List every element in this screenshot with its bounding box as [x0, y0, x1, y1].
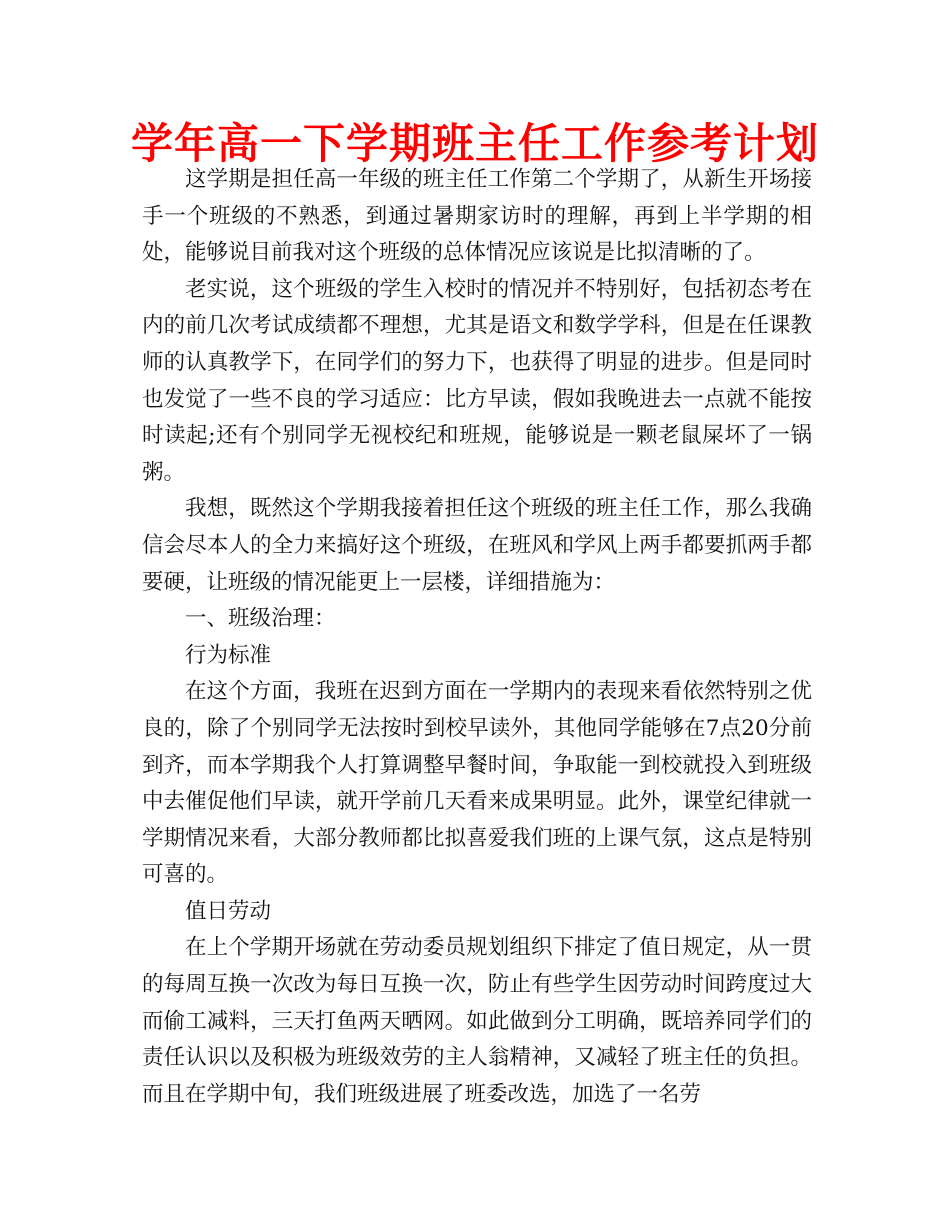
document-body — [142, 162, 812, 1113]
subheading-behavior-standards: 行为标准 — [185, 642, 272, 668]
paragraph-plan-intro: 我想，既然这个学期我接着担任这个班级的班主任工作，那么我确信会尽本人的全力来搞好这个班级，在班风和学风上两手都要抓两手都要硬，让班级的情况能更上一层楼，详细措施为： — [142, 496, 812, 595]
paragraph-class-situation: 老实说，这个班级的学生入校时的情况并不特别好，包括初态考在内的前几次考试成绩都不理想，尤其是语文和数学学科，但是在任课教师的认真教学下，在同学们的努力下，也获得了明显的进步。但是同时也发觉了一些不良的学习适应：比方早读，假如我晚进去一点就不能按时读起;还有个别同学无视校纪和班规，能够说是一颗老鼠屎坏了一锅粥。 — [142, 276, 812, 485]
paragraph-duty-labor: 在上个学期开场就在劳动委员规划组织下排定了值日规定，从一贯的每周互换一次改为每日互换一次，防止有些学生因劳动时间跨度过大而偷工减料，三天打鱼两天晒网。如此做到分工明确，既培养同学们的责任认识以及积极为班级效劳的主人翁精神，又减轻了班主任的负担。而且在学期中旬，我们班级进展了班委改选，加选了一名劳 — [142, 935, 812, 1107]
document-title: 学年高一下学期班主任工作参考计划 — [130, 119, 819, 168]
paragraph-intro: 这学期是担任高一年级的班主任工作第二个学期了，从新生开场接手一个班级的不熟悉，到通过暑期家访时的理解，再到上半学期的相处，能够说目前我对这个班级的总体情况应该说是比拟清晰的了。 — [142, 167, 812, 266]
section-heading-class-management: 一、班级治理： — [185, 606, 336, 632]
subheading-duty-labor: 值日劳动 — [185, 898, 272, 924]
paragraph-behavior: 在这个方面，我班在迟到方面在一学期内的表现来看依然特别之优良的，除了个别同学无法按时到校早读外，其他同学能够在7点20分前到齐，而本学期我个人打算调整早餐时间，争取能一到校就投入到班级中去催促他们早读，就开学前几天看来成果明显。此外，课堂纪律就一学期情况来看，大部分教师都比拟喜爱我们班的上课气氛，这点是特别可喜的。 — [142, 679, 812, 888]
